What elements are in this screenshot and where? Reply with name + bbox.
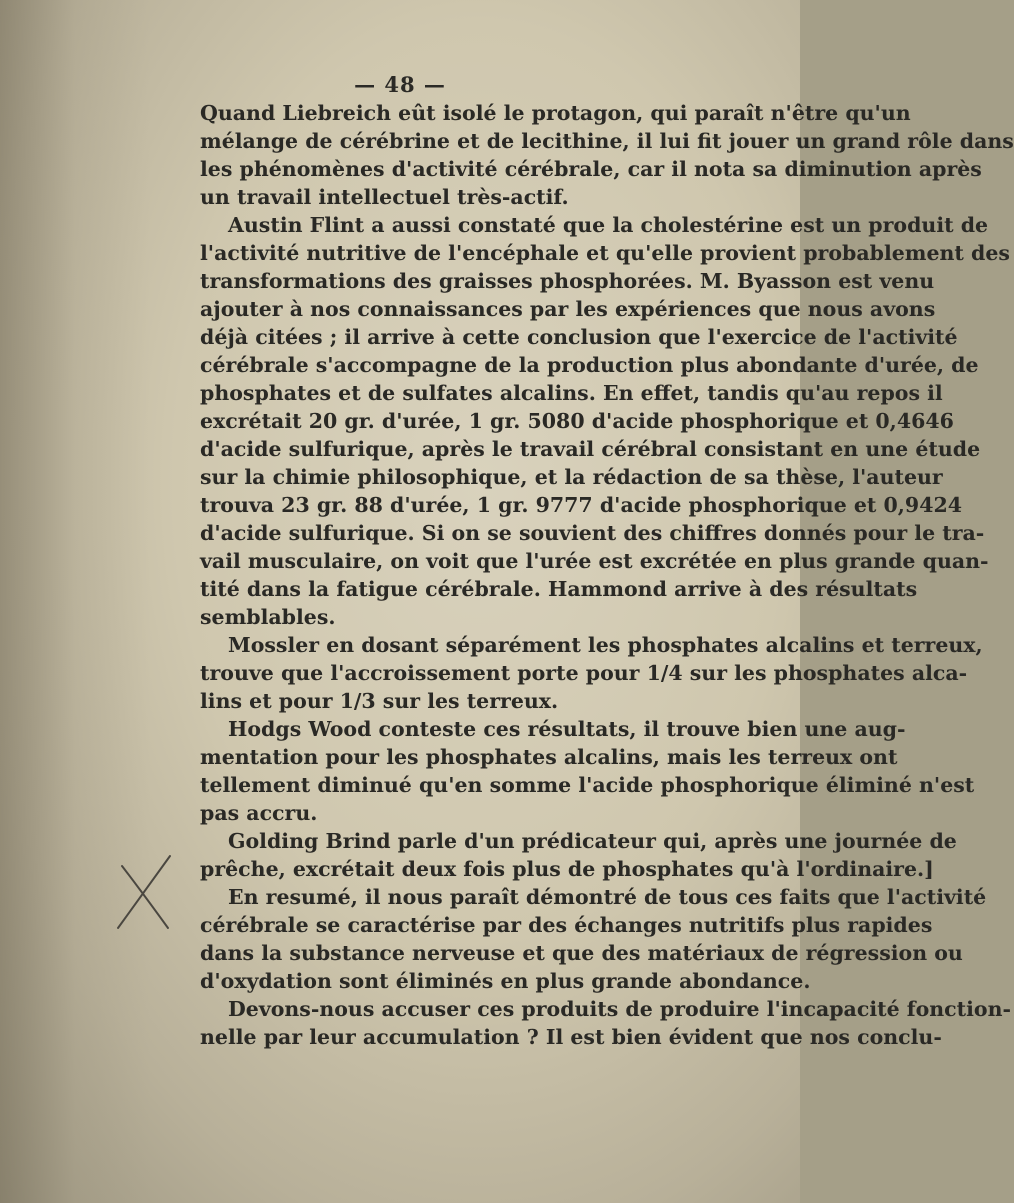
text-line: dans la substance nerveuse et que des matériaux de régression ou: [200, 941, 963, 965]
text-line: vail musculaire, on voit que l'urée est excrétée en plus grande quan-: [200, 549, 989, 573]
text-line: trouva 23 gr. 88 d'urée, 1 gr. 9777 d'acide phosphorique et 0,9424: [200, 493, 962, 517]
text-line: cérébrale se caractérise par des échanges nutritifs plus rapides: [200, 913, 933, 937]
text-line: Hodgs Wood conteste ces résultats, il trouve bien une aug-: [228, 717, 906, 741]
text-line: d'oxydation sont éliminés en plus grande abondance.: [200, 969, 811, 993]
text-line: les phénomènes d'activité cérébrale, car il nota sa diminution après: [200, 157, 982, 181]
text-line: semblables.: [200, 605, 336, 629]
text-line: pas accru.: [200, 801, 318, 825]
text-line: En resumé, il nous paraît démontré de tous ces faits que l'activité: [228, 885, 987, 909]
text-line: l'activité nutritive de l'encéphale et qu'elle provient probablement des: [200, 241, 1010, 265]
text-line: mélange de cérébrine et de lecithine, il lui fit jouer un grand rôle dans: [200, 129, 1014, 153]
text-line: Golding Brind parle d'un prédicateur qui, après une journée de: [228, 829, 957, 853]
text-line: Austin Flint a aussi constaté que la cholestérine est un produit de: [228, 213, 989, 237]
text-line: prêche, excrétait deux fois plus de phosphates qu'à l'ordinaire.]: [200, 857, 934, 881]
text-line: phosphates et de sulfates alcalins. En effet, tandis qu'au repos il: [200, 381, 943, 405]
text-line: excrétait 20 gr. d'urée, 1 gr. 5080 d'acide phosphorique et 0,4646: [200, 409, 954, 433]
text-line: un travail intellectuel très-actif.: [200, 185, 569, 209]
body-text: [0, 100, 1014, 1100]
text-line: lins et pour 1/3 sur les terreux.: [200, 689, 559, 713]
text-line: sur la chimie philosophique, et la rédaction de sa thèse, l'auteur: [200, 465, 943, 489]
text-line: tellement diminué qu'en somme l'acide phosphorique éliminé n'est: [200, 773, 975, 797]
text-line: ajouter à nos connaissances par les expériences que nous avons: [200, 297, 936, 321]
text-line: mentation pour les phosphates alcalins, mais les terreux ont: [200, 745, 898, 769]
text-line: nelle par leur accumulation ? Il est bien évident que nos conclu-: [200, 1025, 942, 1049]
text-line: cérébrale s'accompagne de la production plus abondante d'urée, de: [200, 353, 979, 377]
text-line: tité dans la fatigue cérébrale. Hammond arrive à des résultats: [200, 577, 918, 601]
text-line: trouve que l'accroissement porte pour 1/4 sur les phosphates alca-: [200, 661, 968, 685]
text-line: d'acide sulfurique, après le travail cérébral consistant en une étude: [200, 437, 981, 461]
page-number: — 48 —: [354, 72, 446, 97]
text-line: Devons-nous accuser ces produits de produire l'incapacité fonction-: [228, 997, 1011, 1021]
text-line: Quand Liebreich eût isolé le protagon, qui paraît n'être qu'un: [200, 101, 911, 125]
text-line: d'acide sulfurique. Si on se souvient des chiffres donnés pour le tra-: [200, 521, 985, 545]
text-line: Mossler en dosant séparément les phosphates alcalins et terreux,: [228, 633, 983, 657]
text-line: transformations des graisses phosphorées. M. Byasson est venu: [200, 269, 935, 293]
text-line: déjà citées ; il arrive à cette conclusion que l'exercice de l'activité: [200, 325, 958, 349]
handwritten-margin-mark: [108, 848, 178, 938]
